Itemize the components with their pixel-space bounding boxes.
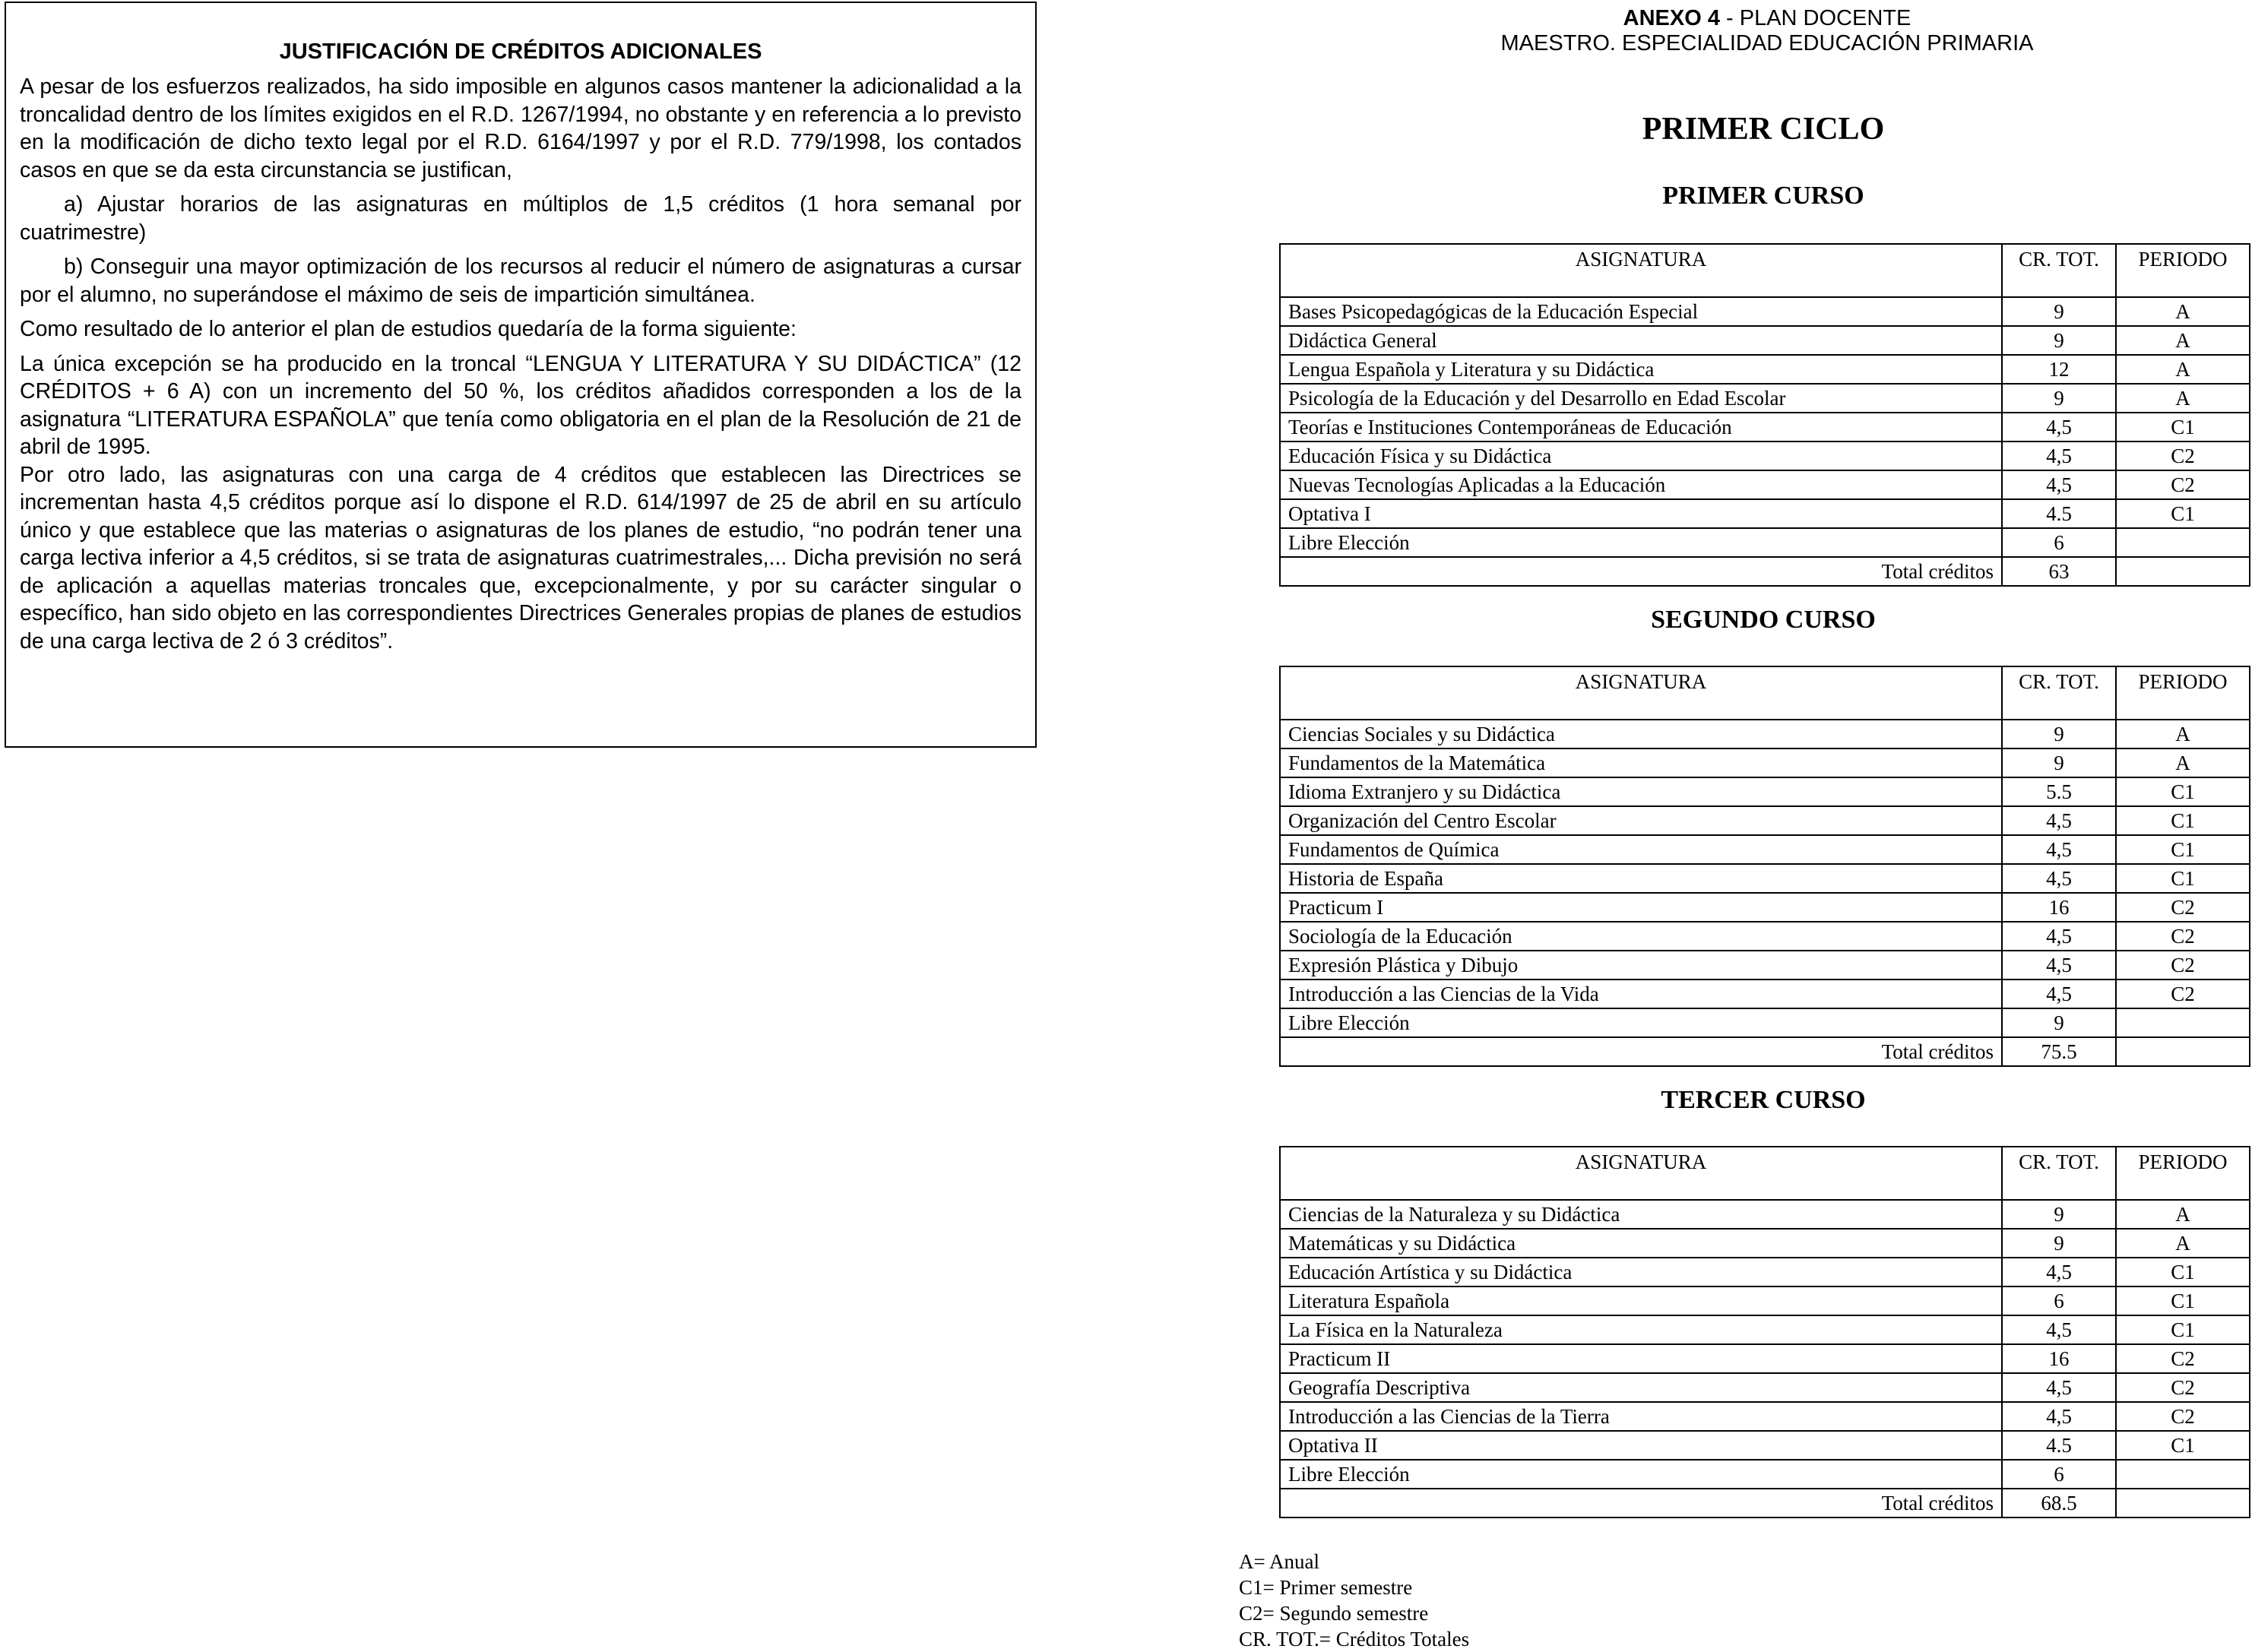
- legend-item: C2= Segundo semestre: [1239, 1602, 1429, 1625]
- table-row: [1280, 1258, 2250, 1286]
- legend: [1239, 1549, 1695, 1652]
- credits-cell: 9: [2002, 384, 2116, 413]
- credits-cell: 4,5: [2002, 951, 2116, 979]
- credits-cell: 4,5: [2002, 979, 2116, 1008]
- period-cell: C1: [2116, 1286, 2250, 1315]
- table-row: [1280, 1286, 2250, 1315]
- period-cell: A: [2116, 1229, 2250, 1258]
- table-row: [1280, 720, 2250, 748]
- period-cell: C2: [2116, 1402, 2250, 1431]
- header-credits: CR. TOT.: [2002, 244, 2116, 297]
- table-row: [1280, 413, 2250, 441]
- period-cell: C1: [2116, 1258, 2250, 1286]
- table-row: [1280, 528, 2250, 557]
- credits-cell: 9: [2002, 326, 2116, 355]
- header-period: PERIODO: [2116, 666, 2250, 720]
- subject-cell: Teorías e Instituciones Contemporáneas de Educación: [1280, 413, 2002, 441]
- header-period: PERIODO: [2116, 244, 2250, 297]
- period-cell: C2: [2116, 441, 2250, 470]
- subject-cell: Libre Elección: [1280, 528, 2002, 557]
- period-cell: [2116, 528, 2250, 557]
- subject-cell: Libre Elección: [1280, 1008, 2002, 1037]
- table-header-row: [1280, 666, 2250, 720]
- period-cell: A: [2116, 326, 2250, 355]
- credits-cell: 4.5: [2002, 499, 2116, 528]
- annex-label-rest: - PLAN DOCENTE: [1719, 6, 1912, 30]
- total-row: [1280, 557, 2250, 586]
- period-cell: A: [2116, 1200, 2250, 1229]
- subject-cell: La Física en la Naturaleza: [1280, 1315, 2002, 1344]
- subject-cell: Idioma Extranjero y su Didáctica: [1280, 777, 2002, 806]
- course-table: [1279, 666, 2250, 1067]
- justification-item-b: b) Conseguir una mayor optimización de los recursos al reducir el número de asignaturas a cursar por el alumno, no superándose el máximo de seis de impartición simultánea.: [20, 255, 1021, 307]
- period-cell: C2: [2116, 951, 2250, 979]
- credits-cell: 4,5: [2002, 864, 2116, 893]
- subject-cell: Historia de España: [1280, 864, 2002, 893]
- table-row: [1280, 1315, 2250, 1344]
- subject-cell: Libre Elección: [1280, 1460, 2002, 1489]
- credits-cell: 16: [2002, 1344, 2116, 1373]
- period-cell: A: [2116, 297, 2250, 326]
- subject-cell: Educación Artística y su Didáctica: [1280, 1258, 2002, 1286]
- credits-cell: 9: [2002, 1200, 2116, 1229]
- period-cell: C2: [2116, 1373, 2250, 1402]
- period-cell: C2: [2116, 893, 2250, 922]
- period-cell: [2116, 1008, 2250, 1037]
- total-credits: 68.5: [2002, 1489, 2116, 1517]
- table-header-row: [1280, 244, 2250, 297]
- period-cell: C2: [2116, 470, 2250, 499]
- header-credits: CR. TOT.: [2002, 1147, 2116, 1200]
- period-cell: C1: [2116, 1431, 2250, 1460]
- subject-cell: Optativa II: [1280, 1431, 2002, 1460]
- period-cell: C2: [2116, 1344, 2250, 1373]
- subject-cell: Organización del Centro Escolar: [1280, 806, 2002, 835]
- credits-cell: 4,5: [2002, 470, 2116, 499]
- subject-cell: Introducción a las Ciencias de la Vida: [1280, 979, 2002, 1008]
- credits-cell: 4.5: [2002, 1431, 2116, 1460]
- annex-subtitle: MAESTRO. ESPECIALIDAD EDUCACIÓN PRIMARIA: [1500, 31, 2034, 55]
- header-period: PERIODO: [2116, 1147, 2250, 1200]
- credits-cell: 6: [2002, 528, 2116, 557]
- table-row: [1280, 1229, 2250, 1258]
- table-row: [1280, 777, 2250, 806]
- credits-cell: 9: [2002, 720, 2116, 748]
- table-row: [1280, 297, 2250, 326]
- legend-item: CR. TOT.= Créditos Totales: [1239, 1628, 1470, 1650]
- justification-paragraph: Como resultado de lo anterior el plan de estudios quedaría de la forma siguiente:: [20, 317, 797, 341]
- header-subject: ASIGNATURA: [1280, 1147, 2002, 1200]
- credits-cell: 4,5: [2002, 835, 2116, 864]
- table-row: [1280, 1402, 2250, 1431]
- period-cell: A: [2116, 748, 2250, 777]
- credits-cell: 4,5: [2002, 1315, 2116, 1344]
- period-cell: C1: [2116, 835, 2250, 864]
- credits-cell: 4,5: [2002, 806, 2116, 835]
- table-row: [1280, 470, 2250, 499]
- credits-cell: 9: [2002, 297, 2116, 326]
- subject-cell: Didáctica General: [1280, 326, 2002, 355]
- period-cell: A: [2116, 720, 2250, 748]
- credits-cell: 6: [2002, 1286, 2116, 1315]
- justification-box: [5, 2, 1037, 748]
- credits-cell: 4,5: [2002, 441, 2116, 470]
- subject-cell: Matemáticas y su Didáctica: [1280, 1229, 2002, 1258]
- table-row: [1280, 1431, 2250, 1460]
- table-row: [1280, 893, 2250, 922]
- period-cell: A: [2116, 355, 2250, 384]
- table-row: [1280, 441, 2250, 470]
- subject-cell: Practicum II: [1280, 1344, 2002, 1373]
- credits-cell: 4,5: [2002, 1258, 2116, 1286]
- table-row: [1280, 355, 2250, 384]
- period-cell: C1: [2116, 413, 2250, 441]
- subject-cell: Ciencias de la Naturaleza y su Didáctica: [1280, 1200, 2002, 1229]
- table-header-row: [1280, 1147, 2250, 1200]
- subject-cell: Introducción a las Ciencias de la Tierra: [1280, 1402, 2002, 1431]
- subject-cell: Sociología de la Educación: [1280, 922, 2002, 951]
- period-cell: C1: [2116, 499, 2250, 528]
- course-table: [1279, 1146, 2250, 1518]
- credits-cell: 9: [2002, 1229, 2116, 1258]
- period-cell: C1: [2116, 806, 2250, 835]
- table-row: [1280, 1460, 2250, 1489]
- subject-cell: Bases Psicopedagógicas de la Educación Especial: [1280, 297, 2002, 326]
- table-row: [1280, 979, 2250, 1008]
- table-row: [1280, 1008, 2250, 1037]
- table-row: [1280, 922, 2250, 951]
- subject-cell: Fundamentos de Química: [1280, 835, 2002, 864]
- legend-item: C1= Primer semestre: [1239, 1576, 1413, 1599]
- period-cell: C2: [2116, 979, 2250, 1008]
- table-row: [1280, 1344, 2250, 1373]
- course-title: TERCER CURSO: [1661, 1086, 1866, 1114]
- table-row: [1280, 499, 2250, 528]
- header-credits: CR. TOT.: [2002, 666, 2116, 720]
- credits-cell: 9: [2002, 748, 2116, 777]
- period-cell: A: [2116, 384, 2250, 413]
- cycle-title: PRIMER CICLO: [1642, 112, 1885, 147]
- subject-cell: Expresión Plástica y Dibujo: [1280, 951, 2002, 979]
- period-cell: C1: [2116, 777, 2250, 806]
- course-title: PRIMER CURSO: [1662, 182, 1864, 210]
- period-cell: C1: [2116, 1315, 2250, 1344]
- table-row: [1280, 1200, 2250, 1229]
- total-label: Total créditos: [1280, 557, 2002, 586]
- annex-header: [1436, 6, 2098, 56]
- total-label: Total créditos: [1280, 1489, 2002, 1517]
- credits-cell: 4,5: [2002, 922, 2116, 951]
- subject-cell: Practicum I: [1280, 893, 2002, 922]
- credits-cell: 4,5: [2002, 1402, 2116, 1431]
- course-title: SEGUNDO CURSO: [1651, 606, 1876, 634]
- justification-paragraph: Por otro lado, las asignaturas con una carga de 4 créditos que establecen las Directrices se incrementan hasta 4,5 créditos porque así lo dispone el R.D. 614/1997 de 25 de abril en su artículo único y que establece que las materias o asignaturas de los planes de estudio, “no podrán tener una carga lectiva inferior a 4,5 créditos, si se trata de asignaturas cuatrimestrales,... Dicha previsión no será de aplicación a aquellas materias troncales que, excepcionalmente, y por su carácter singular o específico, han sido objeto en las correspondientes Directrices Generales propias de planes de estudios de una carga lectiva de 2 ó 3 créditos”.: [20, 462, 1021, 654]
- total-period-empty: [2116, 1489, 2250, 1517]
- subject-cell: Literatura Española: [1280, 1286, 2002, 1315]
- period-cell: C2: [2116, 922, 2250, 951]
- header-subject: ASIGNATURA: [1280, 666, 2002, 720]
- total-period-empty: [2116, 557, 2250, 586]
- credits-cell: 12: [2002, 355, 2116, 384]
- subject-cell: Fundamentos de la Matemática: [1280, 748, 2002, 777]
- table-row: [1280, 864, 2250, 893]
- legend-item: A= Anual: [1239, 1550, 1319, 1573]
- credits-cell: 4,5: [2002, 413, 2116, 441]
- subject-cell: Educación Física y su Didáctica: [1280, 441, 2002, 470]
- subject-cell: Geografía Descriptiva: [1280, 1373, 2002, 1402]
- course-table: [1279, 243, 2250, 587]
- table-row: [1280, 326, 2250, 355]
- subject-cell: Nuevas Tecnologías Aplicadas a la Educación: [1280, 470, 2002, 499]
- total-row: [1280, 1489, 2250, 1517]
- subject-cell: Psicología de la Educación y del Desarrollo en Edad Escolar: [1280, 384, 2002, 413]
- total-label: Total créditos: [1280, 1037, 2002, 1066]
- annex-label: [1436, 6, 2098, 31]
- total-period-empty: [2116, 1037, 2250, 1066]
- table-row: [1280, 748, 2250, 777]
- table-row: [1280, 835, 2250, 864]
- table-row: [1280, 951, 2250, 979]
- header-subject: ASIGNATURA: [1280, 244, 2002, 297]
- table-row: [1280, 806, 2250, 835]
- justification-title: JUSTIFICACIÓN DE CRÉDITOS ADICIONALES: [279, 40, 762, 64]
- credits-cell: 16: [2002, 893, 2116, 922]
- justification-paragraph: La única excepción se ha producido en la troncal “LENGUA Y LITERATURA Y SU DIDÁCTICA” (12 CRÉDITOS + 6 A) con un incremento del 50 %, los créditos añadidos corresponden a los de la asignatura “LITERATURA ESPAÑOLA” que tenía como obligatoria en el plan de la Resolución de 21 de abril de 1995.: [20, 351, 1021, 459]
- period-cell: C1: [2116, 864, 2250, 893]
- credits-cell: 5.5: [2002, 777, 2116, 806]
- total-credits: 75.5: [2002, 1037, 2116, 1066]
- table-row: [1280, 1373, 2250, 1402]
- annex-number: ANEXO 4: [1623, 6, 1720, 30]
- total-credits: 63: [2002, 557, 2116, 586]
- justification-paragraph: A pesar de los esfuerzos realizados, ha sido imposible en algunos casos mantener la adicionalidad a la troncalidad dentro de los límites exigidos en el R.D. 1267/1994, no obstante y en referencia a lo previsto en la modificación de dicho texto legal por el R.D. 6164/1997 y por el R.D. 779/1998, los contados casos en que se da esta circunstancia se justifican,: [20, 74, 1021, 182]
- period-cell: [2116, 1460, 2250, 1489]
- total-row: [1280, 1037, 2250, 1066]
- credits-cell: 6: [2002, 1460, 2116, 1489]
- table-row: [1280, 384, 2250, 413]
- justification-item-a: a) Ajustar horarios de las asignaturas en múltiplos de 1,5 créditos (1 hora semanal por cuatrimestre): [20, 192, 1021, 245]
- subject-cell: Optativa I: [1280, 499, 2002, 528]
- credits-cell: 4,5: [2002, 1373, 2116, 1402]
- subject-cell: Ciencias Sociales y su Didáctica: [1280, 720, 2002, 748]
- subject-cell: Lengua Española y Literatura y su Didáctica: [1280, 355, 2002, 384]
- credits-cell: 9: [2002, 1008, 2116, 1037]
